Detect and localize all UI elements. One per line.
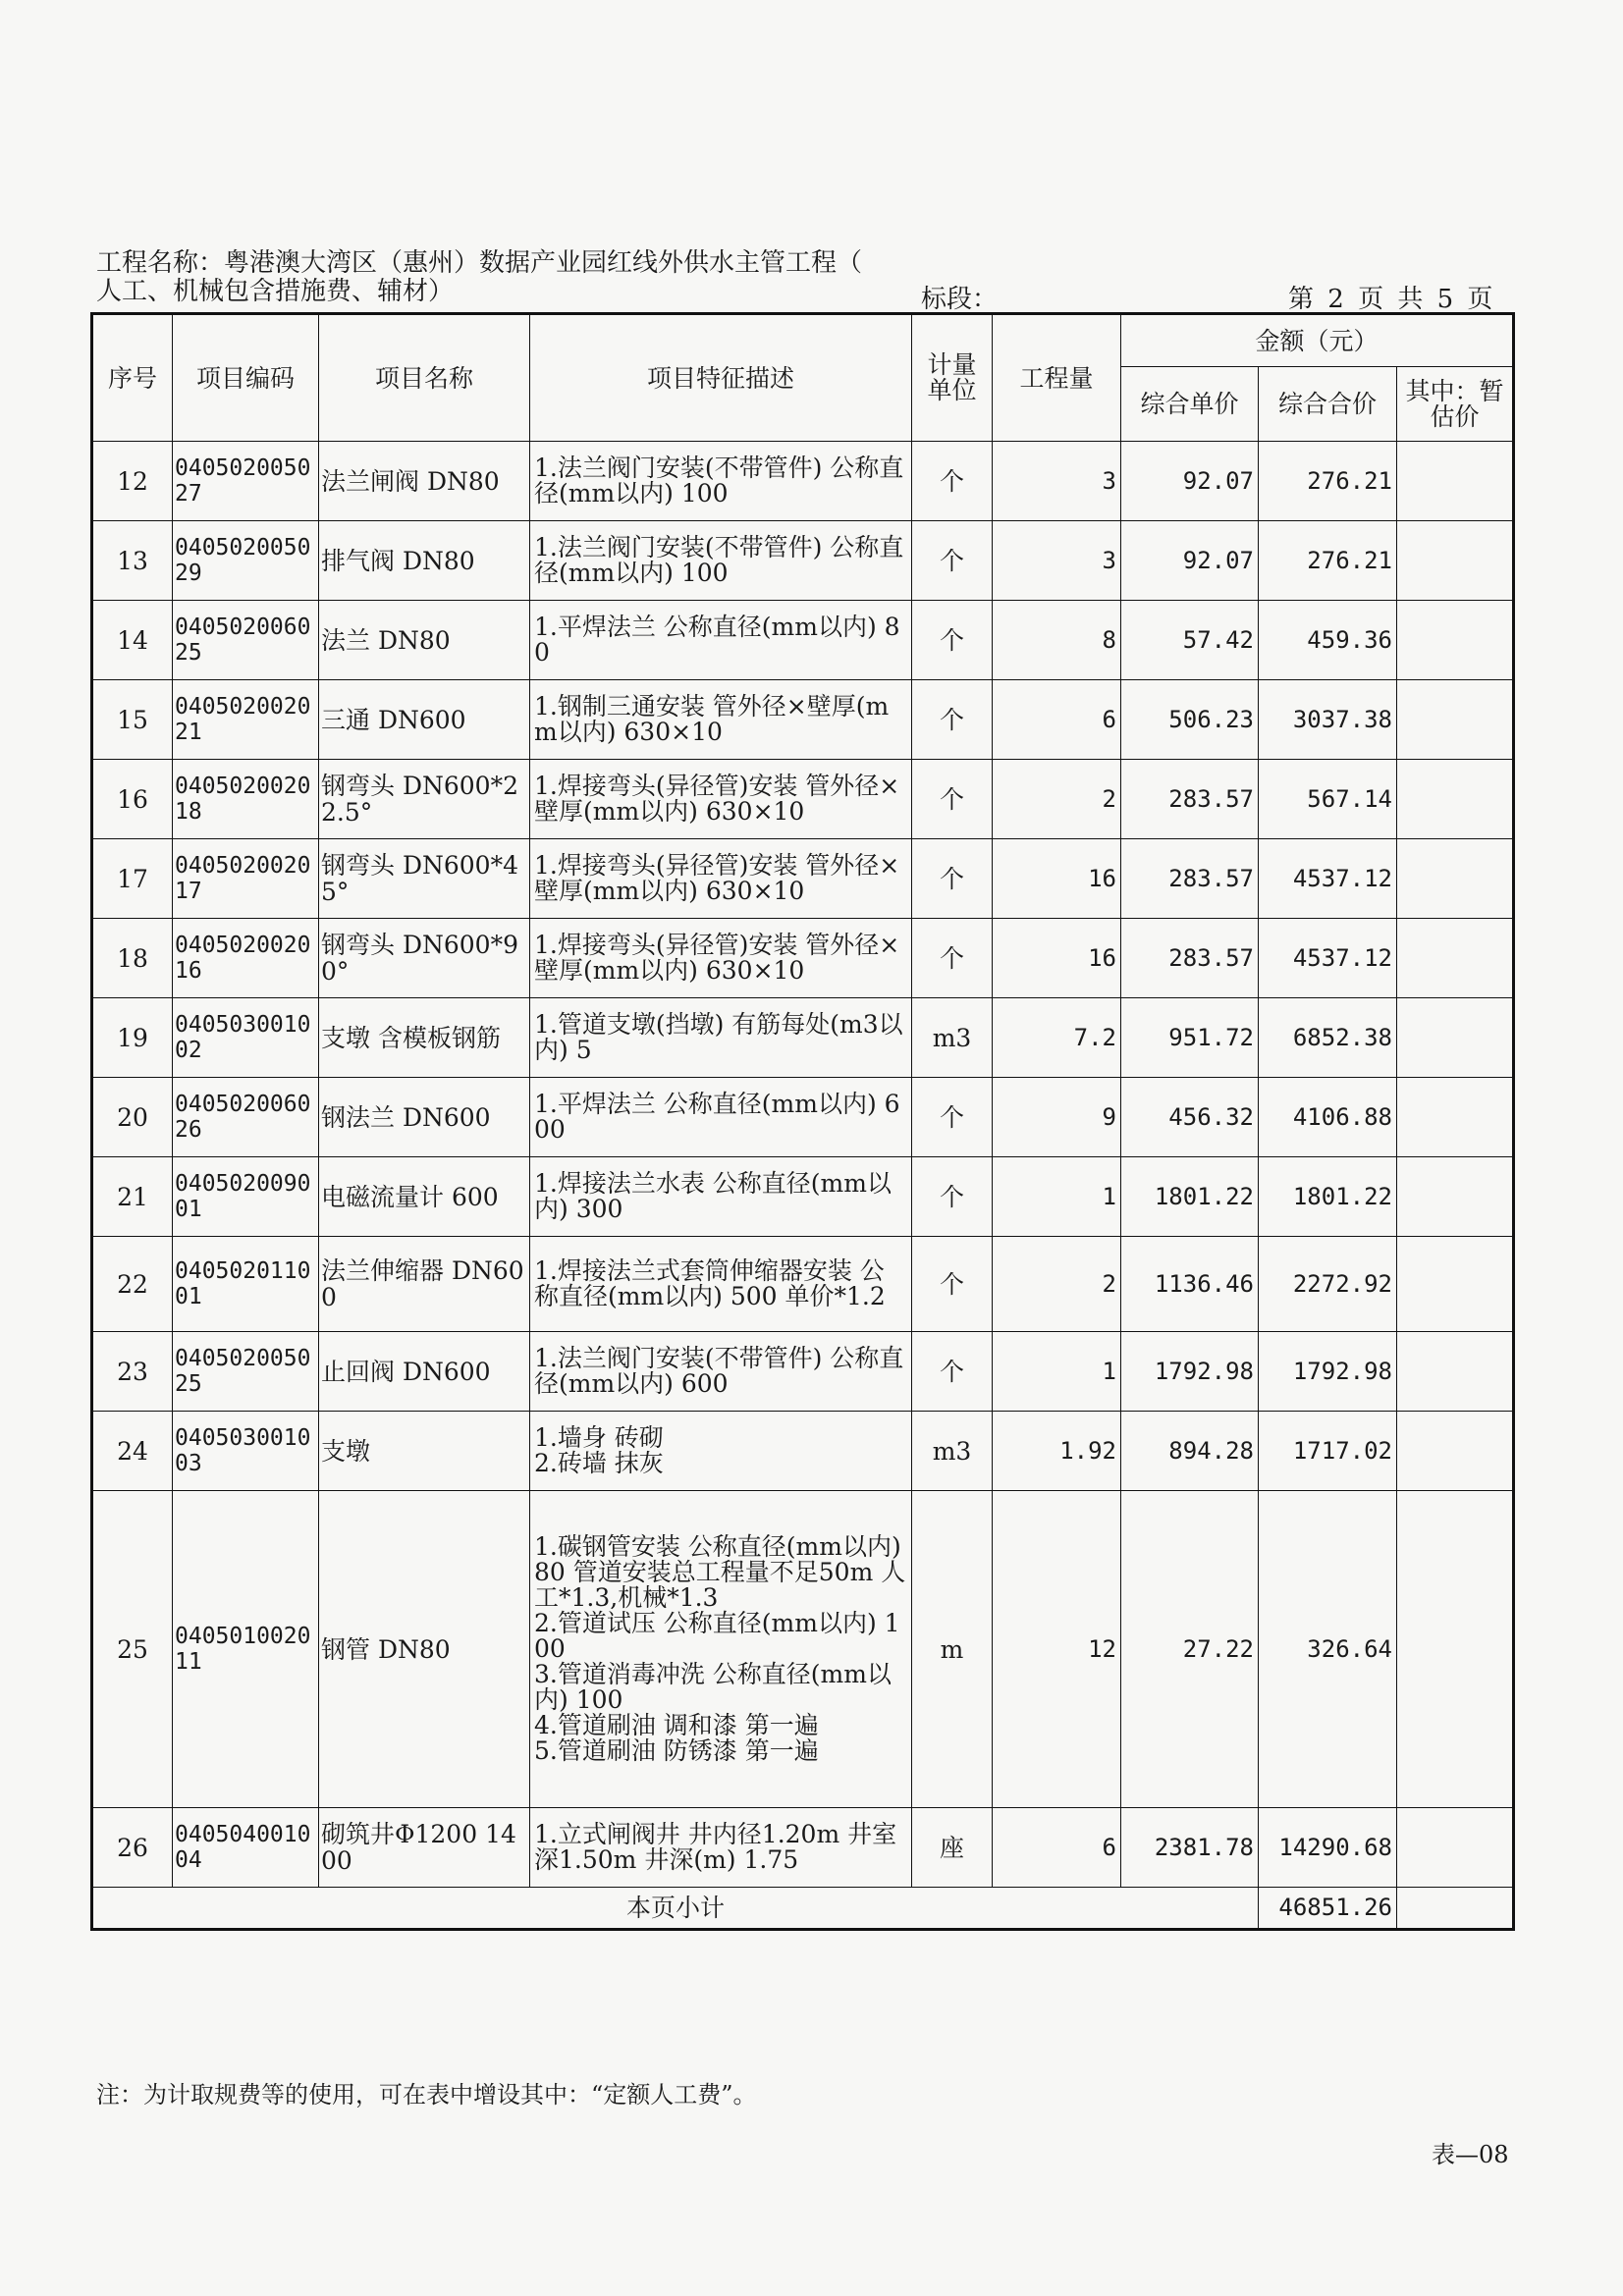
table-row <box>92 1808 1514 1888</box>
row-code: 040502011001 <box>173 1237 319 1332</box>
row-provisional <box>1397 919 1514 998</box>
row-qty: 2 <box>993 1237 1121 1332</box>
row-qty: 16 <box>993 919 1121 998</box>
row-seq: 13 <box>92 521 173 601</box>
row-name: 砌筑井Φ1200 1400 <box>319 1808 530 1888</box>
row-unit: 个 <box>912 601 993 680</box>
row-seq: 24 <box>92 1412 173 1491</box>
bill-of-quantities-table <box>90 312 1515 1931</box>
header-name: 项目名称 <box>319 314 530 442</box>
table-row <box>92 521 1514 601</box>
row-total: 326.64 <box>1259 1491 1397 1808</box>
row-code: 040502005025 <box>173 1332 319 1412</box>
row-desc: 1.墙身 砖砌 2.砖墙 抹灰 <box>530 1412 912 1491</box>
row-qty: 6 <box>993 1808 1121 1888</box>
table-row <box>92 1332 1514 1412</box>
row-provisional <box>1397 1237 1514 1332</box>
row-provisional <box>1397 839 1514 919</box>
row-provisional <box>1397 1332 1514 1412</box>
row-unit-price: 92.07 <box>1121 442 1259 521</box>
row-code: 040502002018 <box>173 760 319 839</box>
row-qty: 9 <box>993 1078 1121 1157</box>
header-amount: 金额（元） <box>1121 314 1514 367</box>
row-desc: 1.法兰阀门安装(不带管件) 公称直径(mm以内) 100 <box>530 521 912 601</box>
row-unit: m <box>912 1491 993 1808</box>
row-unit: 个 <box>912 1078 993 1157</box>
row-name: 法兰伸缩器 DN600 <box>319 1237 530 1332</box>
row-name: 电磁流量计 600 <box>319 1157 530 1237</box>
row-desc: 1.立式闸阀井 井内径1.20m 井室深1.50m 井深(m) 1.75 <box>530 1808 912 1888</box>
row-unit-price: 1792.98 <box>1121 1332 1259 1412</box>
row-code: 040502002016 <box>173 919 319 998</box>
row-code: 040502005027 <box>173 442 319 521</box>
row-total: 4537.12 <box>1259 839 1397 919</box>
header-qty: 工程量 <box>993 314 1121 442</box>
project-name-line2: 人工、机械包含措施费、辅材） <box>96 277 455 306</box>
row-unit-price: 283.57 <box>1121 839 1259 919</box>
row-desc: 1.钢制三通安装 管外径×壁厚(mm以内) 630×10 <box>530 680 912 760</box>
row-total: 1792.98 <box>1259 1332 1397 1412</box>
table-row <box>92 760 1514 839</box>
row-provisional <box>1397 760 1514 839</box>
header-provisional: 其中：暂估价 <box>1397 367 1514 442</box>
row-name: 钢弯头 DN600*45° <box>319 839 530 919</box>
subtotal-value: 46851.26 <box>1259 1888 1397 1930</box>
row-unit: m3 <box>912 1412 993 1491</box>
page-info: 第 2 页 共 5 页 <box>1288 285 1493 314</box>
row-unit-price: 57.42 <box>1121 601 1259 680</box>
row-unit-price: 456.32 <box>1121 1078 1259 1157</box>
row-unit-price: 951.72 <box>1121 998 1259 1078</box>
row-qty: 2 <box>993 760 1121 839</box>
row-unit-price: 92.07 <box>1121 521 1259 601</box>
table-row <box>92 680 1514 760</box>
header-seq: 序号 <box>92 314 173 442</box>
row-seq: 25 <box>92 1491 173 1808</box>
row-desc: 1.平焊法兰 公称直径(mm以内) 600 <box>530 1078 912 1157</box>
row-unit: m3 <box>912 998 993 1078</box>
form-number: 表—08 <box>1432 2141 1509 2168</box>
table-row <box>92 1157 1514 1237</box>
row-name: 支墩 <box>319 1412 530 1491</box>
row-unit: 个 <box>912 919 993 998</box>
row-unit: 个 <box>912 680 993 760</box>
row-unit-price: 1801.22 <box>1121 1157 1259 1237</box>
row-desc: 1.焊接法兰水表 公称直径(mm以内) 300 <box>530 1157 912 1237</box>
row-unit-price: 1136.46 <box>1121 1237 1259 1332</box>
row-code: 040502009001 <box>173 1157 319 1237</box>
row-unit: 个 <box>912 1157 993 1237</box>
row-provisional <box>1397 680 1514 760</box>
row-unit-price: 283.57 <box>1121 760 1259 839</box>
row-total: 276.21 <box>1259 521 1397 601</box>
row-code: 040502005029 <box>173 521 319 601</box>
row-seq: 20 <box>92 1078 173 1157</box>
row-qty: 12 <box>993 1491 1121 1808</box>
row-unit-price: 283.57 <box>1121 919 1259 998</box>
row-name: 钢法兰 DN600 <box>319 1078 530 1157</box>
row-code: 040501002011 <box>173 1491 319 1808</box>
row-seq: 17 <box>92 839 173 919</box>
row-total: 1801.22 <box>1259 1157 1397 1237</box>
row-code: 040502006026 <box>173 1078 319 1157</box>
row-name: 排气阀 DN80 <box>319 521 530 601</box>
row-unit: 个 <box>912 521 993 601</box>
row-seq: 26 <box>92 1808 173 1888</box>
row-seq: 15 <box>92 680 173 760</box>
row-code: 040503001003 <box>173 1412 319 1491</box>
row-desc: 1.焊接法兰式套筒伸缩器安装 公称直径(mm以内) 500 单价*1.2 <box>530 1237 912 1332</box>
row-qty: 1 <box>993 1332 1121 1412</box>
row-provisional <box>1397 1808 1514 1888</box>
row-desc: 1.管道支墩(挡墩) 有筋每处(m3以内) 5 <box>530 998 912 1078</box>
row-desc: 1.焊接弯头(异径管)安装 管外径×壁厚(mm以内) 630×10 <box>530 919 912 998</box>
section-label: 标段： <box>921 285 999 314</box>
table-row <box>92 1491 1514 1808</box>
header-total-price: 综合合价 <box>1259 367 1397 442</box>
row-provisional <box>1397 998 1514 1078</box>
header-code: 项目编码 <box>173 314 319 442</box>
row-unit-price: 894.28 <box>1121 1412 1259 1491</box>
row-name: 止回阀 DN600 <box>319 1332 530 1412</box>
row-desc: 1.法兰阀门安装(不带管件) 公称直径(mm以内) 600 <box>530 1332 912 1412</box>
row-code: 040503001002 <box>173 998 319 1078</box>
row-seq: 16 <box>92 760 173 839</box>
row-total: 4106.88 <box>1259 1078 1397 1157</box>
footnote: 注：为计取规费等的使用，可在表中增设其中：“定额人工费”。 <box>96 2081 757 2109</box>
row-total: 6852.38 <box>1259 998 1397 1078</box>
row-code: 040504001004 <box>173 1808 319 1888</box>
table-row <box>92 998 1514 1078</box>
row-qty: 6 <box>993 680 1121 760</box>
row-qty: 16 <box>993 839 1121 919</box>
row-qty: 1 <box>993 1157 1121 1237</box>
row-desc: 1.法兰阀门安装(不带管件) 公称直径(mm以内) 100 <box>530 442 912 521</box>
row-desc: 1.焊接弯头(异径管)安装 管外径×壁厚(mm以内) 630×10 <box>530 839 912 919</box>
row-total: 3037.38 <box>1259 680 1397 760</box>
row-seq: 12 <box>92 442 173 521</box>
subtotal-label: 本页小计 <box>92 1888 1259 1930</box>
row-name: 钢管 DN80 <box>319 1491 530 1808</box>
row-unit: 个 <box>912 442 993 521</box>
row-unit: 个 <box>912 1237 993 1332</box>
row-unit: 个 <box>912 839 993 919</box>
row-unit: 个 <box>912 1332 993 1412</box>
row-name: 三通 DN600 <box>319 680 530 760</box>
table-row <box>92 442 1514 521</box>
row-name: 法兰 DN80 <box>319 601 530 680</box>
row-name: 支墩 含模板钢筋 <box>319 998 530 1078</box>
header-desc: 项目特征描述 <box>530 314 912 442</box>
row-qty: 3 <box>993 442 1121 521</box>
row-unit: 座 <box>912 1808 993 1888</box>
row-qty: 8 <box>993 601 1121 680</box>
row-provisional <box>1397 521 1514 601</box>
row-provisional <box>1397 1078 1514 1157</box>
row-name: 钢弯头 DN600*90° <box>319 919 530 998</box>
row-total: 276.21 <box>1259 442 1397 521</box>
row-desc: 1.焊接弯头(异径管)安装 管外径×壁厚(mm以内) 630×10 <box>530 760 912 839</box>
row-total: 1717.02 <box>1259 1412 1397 1491</box>
row-code: 040502002021 <box>173 680 319 760</box>
row-unit-price: 506.23 <box>1121 680 1259 760</box>
row-provisional <box>1397 1157 1514 1237</box>
row-total: 2272.92 <box>1259 1237 1397 1332</box>
row-seq: 21 <box>92 1157 173 1237</box>
row-seq: 18 <box>92 919 173 998</box>
header-unit: 计量单位 <box>912 314 993 442</box>
row-desc: 1.碳钢管安装 公称直径(mm以内) 80 管道安装总工程量不足50m 人工*1.3,机械*1.3 2.管道试压 公称直径(mm以内) 100 3.管道消毒冲洗 公称直径(mm以内) 100 4.管道刷油 调和漆 第一遍 5.管道刷油 防锈漆 第一遍 <box>530 1491 912 1808</box>
table-row <box>92 1412 1514 1491</box>
table-row <box>92 1237 1514 1332</box>
row-provisional <box>1397 601 1514 680</box>
row-seq: 23 <box>92 1332 173 1412</box>
row-qty: 1.92 <box>993 1412 1121 1491</box>
row-code: 040502002017 <box>173 839 319 919</box>
row-total: 459.36 <box>1259 601 1397 680</box>
table-row <box>92 1078 1514 1157</box>
row-seq: 14 <box>92 601 173 680</box>
table-body <box>92 442 1514 1888</box>
row-total: 567.14 <box>1259 760 1397 839</box>
row-seq: 22 <box>92 1237 173 1332</box>
row-code: 040502006025 <box>173 601 319 680</box>
table-row <box>92 601 1514 680</box>
row-provisional <box>1397 442 1514 521</box>
row-qty: 7.2 <box>993 998 1121 1078</box>
table-row <box>92 839 1514 919</box>
row-total: 4537.12 <box>1259 919 1397 998</box>
row-provisional <box>1397 1491 1514 1808</box>
row-unit-price: 2381.78 <box>1121 1808 1259 1888</box>
table-row <box>92 919 1514 998</box>
subtotal-provisional <box>1397 1888 1514 1930</box>
row-total: 14290.68 <box>1259 1808 1397 1888</box>
row-name: 法兰闸阀 DN80 <box>319 442 530 521</box>
header-unit-price: 综合单价 <box>1121 367 1259 442</box>
row-provisional <box>1397 1412 1514 1491</box>
row-unit: 个 <box>912 760 993 839</box>
row-unit-price: 27.22 <box>1121 1491 1259 1808</box>
row-seq: 19 <box>92 998 173 1078</box>
row-desc: 1.平焊法兰 公称直径(mm以内) 80 <box>530 601 912 680</box>
row-name: 钢弯头 DN600*22.5° <box>319 760 530 839</box>
row-qty: 3 <box>993 521 1121 601</box>
project-name-line1: 工程名称：粤港澳大湾区（惠州）数据产业园红线外供水主管工程（ <box>96 248 863 278</box>
